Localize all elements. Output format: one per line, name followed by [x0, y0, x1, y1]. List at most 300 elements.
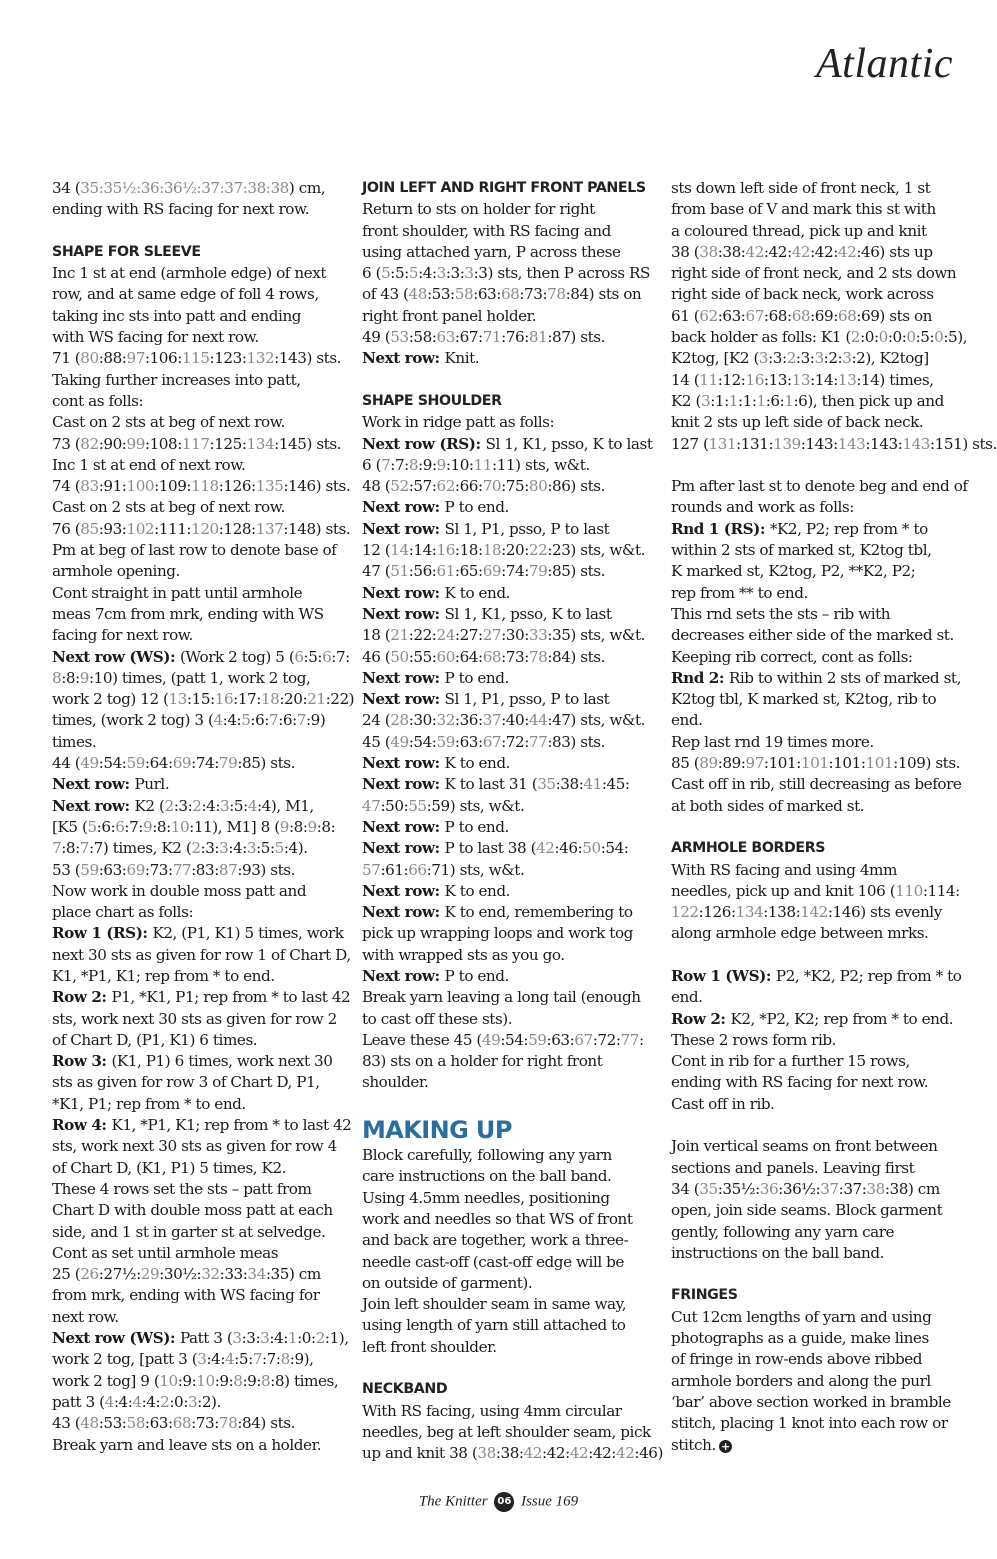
text-run: :37:	[838, 1179, 867, 1198]
text-run: 14 (	[671, 370, 700, 389]
text-line	[362, 434, 654, 455]
bold-label: Row 3:	[52, 1052, 112, 1071]
size-value: 85	[80, 519, 99, 538]
size-value: 79	[218, 754, 238, 773]
text-run: :3:	[241, 1329, 261, 1348]
size-value: 55	[408, 796, 427, 815]
text-run: next row.	[52, 1307, 119, 1326]
text-run: :5:	[234, 1350, 253, 1369]
text-line	[52, 583, 344, 604]
text-run: :5:	[303, 647, 323, 666]
size-value: 6	[294, 647, 304, 666]
text-run: :8:	[61, 668, 80, 687]
text-line	[52, 1307, 344, 1328]
text-run: :73:	[144, 860, 173, 879]
text-run: :46) sts up	[856, 242, 933, 261]
text-line	[671, 327, 968, 348]
text-run: times, (work 2 tog) 3 (	[52, 711, 214, 730]
paragraph	[671, 1136, 963, 1264]
text-line	[671, 923, 963, 944]
text-line	[52, 370, 344, 391]
size-value: 52	[390, 477, 409, 496]
text-line	[52, 796, 344, 817]
size-value: 102	[126, 519, 155, 538]
text-run: :84) sts on	[565, 285, 642, 304]
bold-label: Next row:	[362, 604, 445, 623]
text-line	[52, 668, 344, 689]
size-value: 38	[699, 242, 718, 261]
size-value: 9	[307, 817, 317, 836]
text-line	[362, 476, 654, 497]
size-value: 16	[436, 541, 455, 560]
text-line	[52, 199, 344, 220]
text-run: Keeping rib correct, cont as folls:	[671, 647, 913, 666]
text-line	[52, 1094, 344, 1115]
size-value: 5	[241, 711, 251, 730]
text-run: :54:	[408, 732, 437, 751]
text-line	[671, 434, 997, 455]
text-run: K1, *P1, K1; rep from * to last 42	[111, 1116, 352, 1135]
text-line	[52, 625, 344, 646]
text-run: P to end.	[444, 498, 509, 517]
text-run: sts, work next 30 sts as given for row 2	[52, 1009, 337, 1028]
size-value: 131	[708, 434, 737, 453]
text-run: armhole opening.	[52, 562, 180, 581]
size-value: 4	[213, 711, 223, 730]
text-line	[362, 1209, 654, 1230]
size-value: 59	[436, 732, 455, 751]
text-line	[671, 199, 963, 220]
text-line	[52, 1371, 344, 1392]
text-line	[362, 710, 654, 731]
text-column-1	[52, 178, 355, 1477]
text-run: patt 3 (	[52, 1392, 105, 1411]
size-value: 18	[260, 690, 280, 709]
paragraph	[362, 412, 654, 1094]
text-line	[671, 1094, 963, 1115]
text-run: :126:	[218, 477, 256, 496]
text-run: :13:	[763, 370, 792, 389]
text-line	[362, 1294, 654, 1315]
text-run: :50:	[380, 796, 409, 815]
text-run: :17:	[233, 690, 261, 709]
text-run: :5:	[915, 328, 935, 347]
text-run: :86) sts.	[547, 477, 605, 496]
text-run: *K2, P2; rep from * to	[769, 519, 928, 538]
size-value: 42	[745, 242, 764, 261]
size-value: 70	[482, 477, 502, 496]
text-line	[671, 987, 963, 1008]
section-heading: SHAPE SHOULDER	[362, 392, 502, 409]
size-value: 28	[390, 711, 409, 730]
text-run: :6), then pick up and	[793, 391, 944, 410]
size-value: 13	[168, 690, 187, 709]
text-run: :85) sts.	[237, 754, 295, 773]
size-value: 62	[699, 306, 718, 325]
text-line	[362, 497, 654, 518]
bold-label: Next row:	[362, 817, 445, 836]
text-run: Purl.	[134, 775, 170, 794]
text-line	[671, 306, 963, 327]
size-value: 24	[436, 626, 455, 645]
text-run: :68:	[763, 306, 792, 325]
text-line	[52, 1200, 344, 1221]
text-line	[52, 1072, 344, 1093]
text-line	[362, 1315, 654, 1336]
text-run: gently, following any yarn care	[671, 1222, 895, 1241]
text-run: :8) times,	[270, 1371, 339, 1390]
text-line	[671, 881, 963, 902]
text-line	[52, 647, 350, 668]
text-run: :22)	[325, 690, 355, 709]
bold-label: Row 2:	[52, 988, 112, 1007]
text-run: :93:	[98, 519, 127, 538]
text-run: P to end.	[444, 668, 509, 687]
text-line	[671, 625, 963, 646]
size-value: 77	[528, 732, 548, 751]
size-value: 77	[620, 1030, 639, 1049]
text-line	[671, 966, 963, 987]
text-run: Inc 1 st at end of next row.	[52, 455, 246, 474]
text-line	[362, 263, 654, 284]
text-run: at both sides of marked st.	[671, 796, 865, 815]
text-run: :1),	[324, 1329, 349, 1348]
text-line	[671, 860, 963, 881]
text-run: work 2 tog, [patt 3 (	[52, 1350, 198, 1369]
text-run: 24 (	[362, 711, 391, 730]
text-run: with WS facing for next row.	[52, 328, 259, 347]
text-run: K to last 31 (	[444, 775, 538, 794]
size-value: 110	[895, 881, 923, 900]
bold-label: Next row (WS):	[52, 1329, 180, 1348]
text-line	[362, 945, 654, 966]
text-run: :109:	[154, 477, 192, 496]
size-value: 6	[115, 817, 125, 836]
text-run: :63:	[717, 306, 746, 325]
bold-label: Next row:	[362, 349, 445, 368]
text-run: :4:	[113, 1392, 133, 1411]
size-value: 97	[126, 349, 145, 368]
text-run: :0:	[297, 1329, 316, 1348]
size-value: 42	[615, 1444, 635, 1463]
text-run: :125:	[209, 434, 247, 453]
text-line	[362, 1009, 654, 1030]
size-value: 34	[247, 1265, 266, 1284]
text-line	[362, 412, 654, 433]
text-run: shoulder.	[362, 1073, 429, 1092]
section-heading: ARMHOLE BORDERS	[671, 840, 826, 857]
text-run: place chart as folls:	[52, 903, 194, 922]
size-value: 7	[252, 1350, 263, 1369]
text-run: :4).	[283, 839, 308, 858]
text-run: end.	[671, 711, 703, 730]
text-run: of Chart D, (P1, K1) 6 times.	[52, 1030, 258, 1049]
size-value: 32	[436, 711, 455, 730]
paragraph	[671, 966, 963, 1115]
text-line	[362, 1252, 654, 1273]
size-value: 101	[800, 754, 829, 773]
size-value: 37	[820, 1179, 839, 1198]
text-run: P2, *K2, P2; rep from * to	[775, 966, 962, 985]
size-value: 53	[390, 328, 409, 347]
text-run: :63:	[546, 1030, 575, 1049]
size-value: 142	[800, 903, 828, 922]
text-run: 127 (	[671, 434, 709, 453]
size-value: 13	[791, 370, 811, 389]
paragraph	[671, 860, 963, 945]
text-run: side, and 1 st in garter st at selvedge.	[52, 1222, 326, 1241]
size-value: 83	[80, 477, 99, 496]
text-run: :3:	[768, 349, 787, 368]
text-run: :73:	[519, 285, 548, 304]
text-run: :9)	[305, 711, 326, 730]
text-line	[52, 434, 344, 455]
text-line	[671, 540, 963, 561]
text-run: :106:	[144, 349, 182, 368]
text-run: armhole borders and along the purl	[671, 1371, 931, 1390]
text-run: K marked st, K2tog, P2, **K2, P2;	[671, 562, 916, 581]
size-value: 22	[528, 541, 548, 560]
size-value: 134	[246, 434, 275, 453]
text-line	[52, 966, 344, 987]
text-line	[362, 1230, 654, 1251]
size-value: 16	[745, 370, 764, 389]
text-run: :3) sts, then P across RS	[473, 264, 650, 283]
text-run: of fringe in row-ends above ribbed	[671, 1350, 923, 1369]
size-value: 66	[408, 860, 427, 879]
text-line	[362, 1337, 654, 1358]
text-run: :9:	[177, 1371, 197, 1390]
size-value: 5	[381, 264, 391, 283]
text-run: left front shoulder.	[362, 1337, 497, 1356]
text-run: :128:	[218, 519, 256, 538]
size-value: 18	[482, 541, 502, 560]
text-line	[671, 497, 963, 518]
size-value: 2	[786, 349, 796, 368]
size-value: 35	[699, 1179, 718, 1198]
text-run: :73:	[191, 1414, 219, 1433]
text-line	[671, 242, 963, 263]
text-run: :7) times, K2 (	[88, 839, 192, 858]
text-run: :14:	[408, 541, 437, 560]
text-run: :74:	[501, 562, 529, 581]
text-run: :111:	[154, 519, 192, 538]
text-run: :85) sts.	[547, 562, 605, 581]
text-run: with wrapped sts as you go.	[362, 945, 565, 964]
paragraph	[362, 1401, 663, 1465]
text-line	[362, 284, 654, 305]
text-run: Sl 1, K1, psso, K to last	[485, 434, 653, 453]
text-run: 49 (	[362, 328, 391, 347]
text-run: Knit.	[444, 349, 480, 368]
text-run: 6 (	[362, 455, 382, 474]
size-value: 4	[247, 796, 257, 815]
text-line	[52, 455, 344, 476]
text-line	[362, 327, 654, 348]
text-line	[52, 732, 344, 753]
text-run: :83:	[191, 860, 219, 879]
text-run: :14:	[810, 370, 838, 389]
text-run: :88:	[98, 349, 127, 368]
size-value: 80	[80, 349, 99, 368]
size-value: 4	[225, 1350, 235, 1369]
text-run: 44 (	[52, 754, 81, 773]
bold-label: Next row:	[362, 775, 445, 794]
text-line	[52, 327, 344, 348]
text-run: :59) sts, w&t.	[426, 796, 525, 815]
text-run: :1:	[710, 391, 729, 410]
text-run: :90:	[98, 434, 127, 453]
text-run: :4:	[269, 1329, 288, 1348]
bold-label: Row 1 (WS):	[671, 966, 776, 985]
text-run: sts down left side of front neck, 1 st	[671, 179, 931, 197]
text-run: K to end.	[444, 881, 511, 900]
text-line	[671, 263, 963, 284]
text-line	[362, 1273, 654, 1294]
text-run: :89:	[717, 754, 746, 773]
text-run: next 30 sts as given for row 1 of Chart D,	[52, 945, 351, 964]
section-heading: JOIN LEFT AND RIGHT FRONT PANELS	[362, 180, 646, 196]
size-value: 137	[255, 519, 284, 538]
size-value: 13	[837, 370, 857, 389]
size-value: 5	[87, 817, 97, 836]
text-run: :87) sts.	[547, 328, 605, 347]
text-run: instructions on the ball band.	[671, 1243, 884, 1262]
text-line	[52, 1243, 344, 1264]
text-line	[52, 519, 351, 540]
text-run: from base of V and mark this st with	[671, 200, 936, 219]
text-line	[362, 753, 654, 774]
text-run: :42:	[810, 242, 838, 261]
text-run: K2 (	[671, 391, 701, 410]
size-value: 7	[296, 711, 306, 730]
text-run: P to end.	[444, 966, 509, 985]
text-run: :75:	[501, 477, 529, 496]
text-line	[671, 476, 968, 497]
size-value: 57	[362, 860, 381, 879]
text-run: to cast off these sts).	[362, 1009, 513, 1028]
text-line	[362, 199, 654, 220]
text-line	[52, 710, 344, 731]
text-run: :101:	[828, 754, 866, 773]
size-value: 2	[850, 328, 861, 347]
text-line	[671, 1435, 963, 1456]
text-line	[671, 668, 963, 689]
text-run: from mrk, ending with WS facing for	[52, 1286, 320, 1305]
text-run: :63:	[454, 732, 483, 751]
text-run: :65:	[454, 562, 483, 581]
text-line	[52, 1328, 349, 1349]
text-run: :35½:	[717, 1179, 760, 1198]
size-value: 38	[477, 1444, 496, 1463]
text-line	[362, 348, 654, 369]
text-line	[671, 284, 963, 305]
text-line	[671, 1051, 963, 1072]
section-heading: FRINGES	[671, 1287, 738, 1304]
size-value: 68	[482, 647, 502, 666]
text-line	[52, 945, 351, 966]
text-run: needle cast-off (cast-off edge will be	[362, 1252, 624, 1271]
text-line	[52, 1435, 344, 1456]
text-run: 12 (	[362, 541, 391, 560]
section-heading: NECKBAND	[362, 1381, 448, 1398]
text-line	[671, 647, 963, 668]
text-run: 74 (	[52, 477, 81, 496]
size-value: 3	[220, 796, 230, 815]
text-run: Cont in rib for a further 15 rows,	[671, 1052, 910, 1071]
text-run: :2), K2tog]	[851, 349, 929, 368]
text-run: :57:	[408, 477, 437, 496]
paragraph	[671, 476, 968, 817]
text-run: :146) sts evenly	[827, 903, 942, 922]
text-line	[52, 1009, 344, 1030]
text-run: :11) sts, w&t.	[492, 455, 590, 474]
text-line	[362, 817, 654, 838]
text-line	[362, 1166, 654, 1187]
text-run: K2tog tbl, K marked st, K2tog, rib to	[671, 690, 937, 709]
text-line	[52, 923, 344, 944]
text-run: P to last 38 (	[444, 839, 537, 858]
text-run: :5:	[390, 264, 409, 283]
text-run: using length of yarn still attached to	[362, 1316, 626, 1335]
text-run: 6 (	[362, 264, 382, 283]
size-value: 8	[408, 455, 419, 474]
bold-label: Next row:	[362, 754, 445, 773]
text-run: :54:	[600, 839, 629, 858]
text-run: :22:	[408, 626, 437, 645]
text-run: K2tog, [K2 (	[671, 349, 759, 368]
size-value: 78	[528, 647, 548, 666]
text-run: and back are together, work a three-	[362, 1231, 629, 1250]
text-run: :74:	[191, 754, 219, 773]
text-run: :3:	[173, 796, 193, 815]
text-run: :6:	[96, 817, 116, 836]
text-line	[671, 1243, 963, 1264]
text-run: (K1, P1) 6 times, work next 30	[111, 1052, 333, 1071]
text-run: :58:	[408, 328, 437, 347]
text-run: :4:	[201, 796, 221, 815]
size-value: 3	[436, 264, 446, 283]
size-value: 69	[172, 754, 192, 773]
text-line	[671, 753, 963, 774]
text-line	[362, 966, 654, 987]
text-run: ending with RS facing for next row.	[52, 200, 310, 219]
bold-label: Rnd 1 (RS):	[671, 519, 770, 538]
size-value: 50	[582, 839, 601, 858]
size-value: 117	[181, 434, 210, 453]
size-value: 68	[500, 285, 520, 304]
size-value: 8	[233, 1371, 243, 1390]
size-value: 67	[745, 306, 764, 325]
size-value: 3	[464, 264, 474, 283]
text-run: :72:	[592, 1030, 621, 1049]
size-value: 42	[523, 1444, 543, 1463]
text-line	[52, 284, 344, 305]
text-run: :8:	[316, 817, 336, 836]
paragraph	[671, 178, 997, 455]
paragraph	[52, 178, 344, 221]
size-value: 69	[482, 562, 502, 581]
major-heading: MAKING UP	[362, 1116, 512, 1145]
text-line	[52, 178, 344, 199]
size-value: 81	[528, 328, 548, 347]
text-line	[671, 1328, 963, 1349]
size-value: 41	[583, 775, 602, 794]
text-line	[362, 625, 654, 646]
size-value: 3	[187, 1392, 198, 1411]
bold-label: Next row:	[362, 668, 445, 687]
text-run: Block carefully, following any yarn	[362, 1146, 612, 1165]
